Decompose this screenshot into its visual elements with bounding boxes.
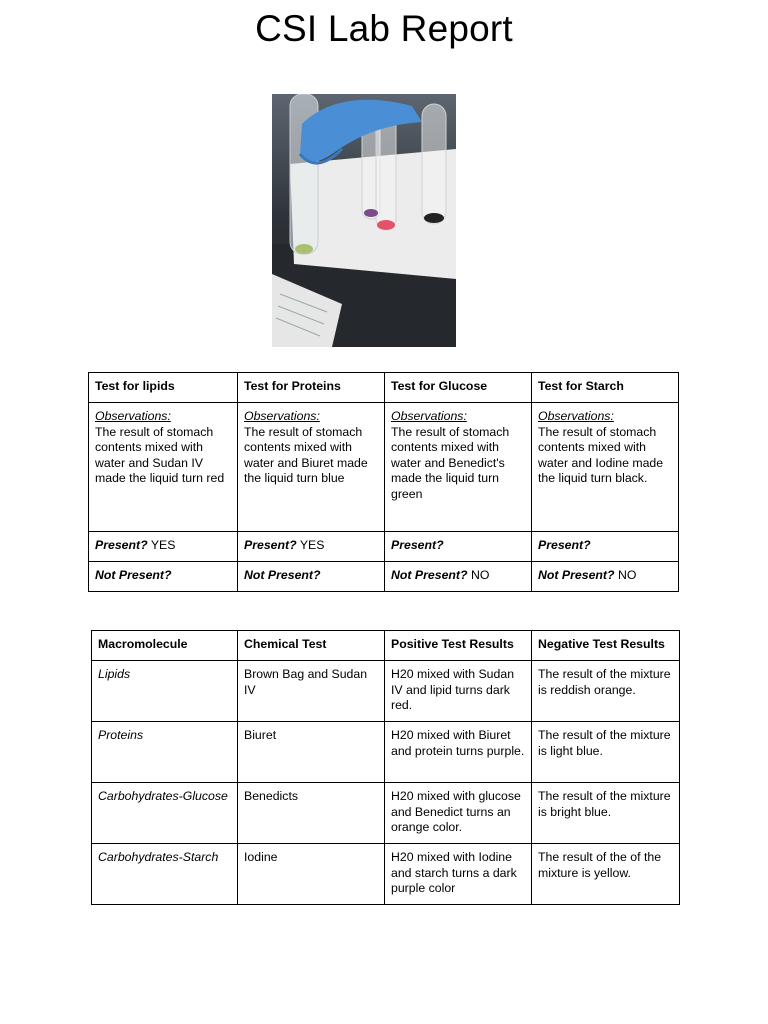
not-present-row [89,562,679,592]
positive-result-cell: H20 mixed with Biuret and protein turns purple. [385,722,532,783]
chemical-test-cell: Benedicts [238,783,385,844]
positive-result-cell: H20 mixed with glucose and Benedict turns an orange color. [385,783,532,844]
negative-result-cell: The result of the mixture is bright blue. [532,783,680,844]
not-present-label: Not Present? [244,568,321,582]
observations-label: Observations: [538,409,614,423]
present-label: Present? [95,538,148,552]
observation-cell [89,403,238,532]
present-value: YES [150,538,176,552]
observation-cell [385,403,532,532]
header-positive-results: Positive Test Results [385,631,532,661]
negative-result-cell: The result of the mixture is reddish orange. [532,661,680,722]
positive-result-cell: H20 mixed with Iodine and starch turns a dark purple color [385,844,532,905]
macromolecule-cell: Lipids [92,661,238,722]
not-present-cell [532,562,679,592]
observations-row [89,403,679,532]
observation-text: The result of stomach contents mixed with water and Iodine made the liquid turn black. [538,424,664,485]
table-row [92,661,680,722]
header-chemical-test: Chemical Test [238,631,385,661]
observation-cell [532,403,679,532]
observation-cell [238,403,385,532]
test-tubes-photo [272,94,456,347]
present-value: YES [299,538,325,552]
header-test-proteins: Test for Proteins [238,373,385,403]
page-title: CSI Lab Report [255,8,513,49]
chemical-test-cell: Brown Bag and Sudan IV [238,661,385,722]
negative-result-cell: The result of the mixture is light blue. [532,722,680,783]
tests-table [88,372,679,592]
not-present-cell [89,562,238,592]
table-header-row [92,631,680,661]
not-present-label: Not Present? [391,568,468,582]
present-row [89,532,679,562]
present-cell [89,532,238,562]
macromolecule-table [91,630,680,905]
present-label: Present? [244,538,297,552]
present-label: Present? [391,538,444,552]
table-header-row [89,373,679,403]
header-macromolecule: Macromolecule [92,631,238,661]
header-test-lipids: Test for lipids [89,373,238,403]
present-cell [385,532,532,562]
test-tubes-photo-icon [272,94,456,347]
present-label: Present? [538,538,591,552]
observation-text: The result of stomach contents mixed with water and Biuret made the liquid turn blue [244,424,368,485]
negative-result-cell: The result of the of the mixture is yellow. [532,844,680,905]
chemical-test-cell: Biuret [238,722,385,783]
macromolecule-cell: Carbohydrates-Glucose [92,783,238,844]
header-test-glucose: Test for Glucose [385,373,532,403]
macromolecule-cell: Proteins [92,722,238,783]
not-present-value: NO [617,568,637,582]
present-cell [238,532,385,562]
table-row [92,722,680,783]
header-test-starch: Test for Starch [532,373,679,403]
table-row [92,783,680,844]
table-row [92,844,680,905]
not-present-label: Not Present? [95,568,172,582]
macromolecule-cell: Carbohydrates-Starch [92,844,238,905]
observation-text: The result of stomach contents mixed with water and Sudan IV made the liquid turn red [95,424,225,485]
observations-label: Observations: [244,409,320,423]
observation-text: The result of stomach contents mixed with water and Benedict's made the liquid turn green [391,424,510,501]
present-cell [532,532,679,562]
not-present-label: Not Present? [538,568,615,582]
positive-result-cell: H20 mixed with Sudan IV and lipid turns dark red. [385,661,532,722]
not-present-cell [385,562,532,592]
header-negative-results: Negative Test Results [532,631,680,661]
not-present-value: NO [470,568,490,582]
observations-label: Observations: [391,409,467,423]
observations-label: Observations: [95,409,171,423]
chemical-test-cell: Iodine [238,844,385,905]
not-present-cell [238,562,385,592]
